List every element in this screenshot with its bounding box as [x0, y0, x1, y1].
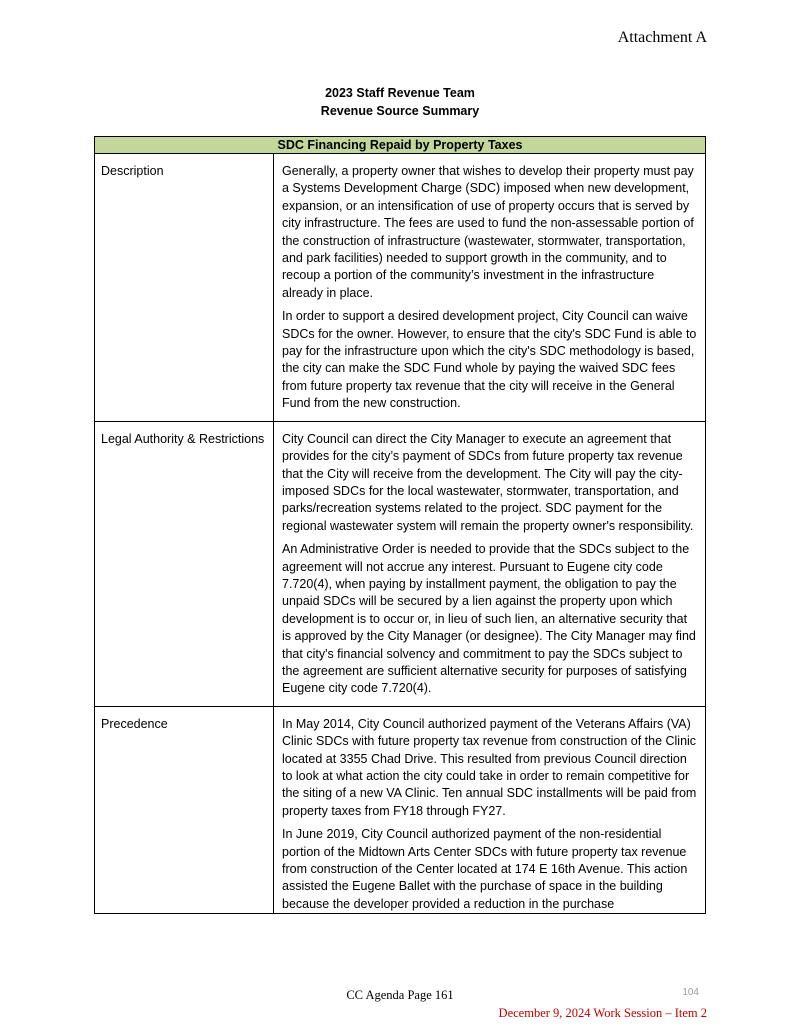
- table-heading-row: [95, 137, 706, 154]
- title-line-1: 2023 Staff Revenue Team: [325, 86, 475, 100]
- precedence-paragraph-1: In May 2014, City Council authorized payment of the Veterans Affairs (VA) Clinic SDCs with future property tax revenue from construction of the Clinic located at 3355 Chad Drive. This resulted from previous Council direction to look at what action the city could take in order to remain competitive for the siting of a new VA Clinic. Ten annual SDC installments will be paid from property taxes from FY18 through FY27.: [282, 716, 697, 818]
- row-label-description: Description: [95, 154, 274, 422]
- row-label-precedence: Precedence: [95, 706, 274, 913]
- document-title: [0, 84, 800, 120]
- table-row-precedence: [95, 706, 706, 913]
- legal-paragraph-2: An Administrative Order is needed to provide that the SDCs subject to the agreement will not accrue any interest. Pursuant to Eugene city code 7.720(4), when paying by installment payment, the obligation to pay the unpaid SDCs will be secured by a lien against the property upon which development is to occur or, in lieu of such lien, an alternative security that is approved by the City Manager (or designee). The City Manager may find that city's financial solvency and commitment to pay the SDCs subject to the agreement are sufficient alternative security for purposes of satisfying Eugene city code 7.720(4).: [282, 542, 696, 696]
- work-session-label: December 9, 2024 Work Session – Item 2: [498, 1006, 707, 1020]
- agenda-page-label: CC Agenda Page 161: [346, 988, 454, 1002]
- revenue-summary-table: [94, 136, 706, 914]
- table-heading: SDC Financing Repaid by Property Taxes: [95, 137, 706, 154]
- row-content-legal-authority: [274, 421, 706, 706]
- page-number: 104: [682, 987, 699, 998]
- attachment-label: Attachment A: [617, 29, 707, 46]
- row-content-precedence: [274, 706, 706, 913]
- precedence-paragraph-2: In June 2019, City Council authorized payment of the non-residential portion of the Midtown Arts Center SDCs with future property tax revenue from construction of the Center located at 174 E 16th Avenue. This action assisted the Eugene Ballet with the purchase of space in the building because the developer provided a reduction in the purchase: [282, 827, 688, 911]
- description-paragraph-2: In order to support a desired development project, City Council can waive SDCs for the owner. However, to ensure that the city's SDC Fund is able to pay for the infrastructure upon which the city's SDC methodology is based, the city can make the SDC Fund whole by paying the waived SDC fees from future property tax revenue that the city will receive in the General Fund from the new construction.: [282, 309, 697, 411]
- description-paragraph-1: Generally, a property owner that wishes to develop their property must pay a Systems Development Charge (SDC) imposed when new development, expansion, or an intensification of use of property occurs that is served by city infrastructure. The fees are used to fund the non-assessable portion of the construction of infrastructure (wastewater, stormwater, transportation, and park facilities) needed to support growth in the community, and to recoup a portion of the community’s investment in the infrastructure already in place.: [282, 164, 694, 300]
- title-line-2: Revenue Source Summary: [320, 104, 480, 118]
- table-row-legal-authority: [95, 421, 706, 706]
- legal-paragraph-1: City Council can direct the City Manager to execute an agreement that provides for the city’s payment of SDCs from future property tax revenue that the City will receive from the development. The City will pay the city-imposed SDCs for the local wastewater, stormwater, transportation, and parks/recreation systems related to the project. SDC payment for the regional wastewater system will remain the property owner's responsibility.: [282, 431, 694, 533]
- row-content-description: [274, 154, 706, 422]
- row-label-legal-authority: Legal Authority & Restrictions: [95, 421, 274, 706]
- table-row-description: [95, 154, 706, 422]
